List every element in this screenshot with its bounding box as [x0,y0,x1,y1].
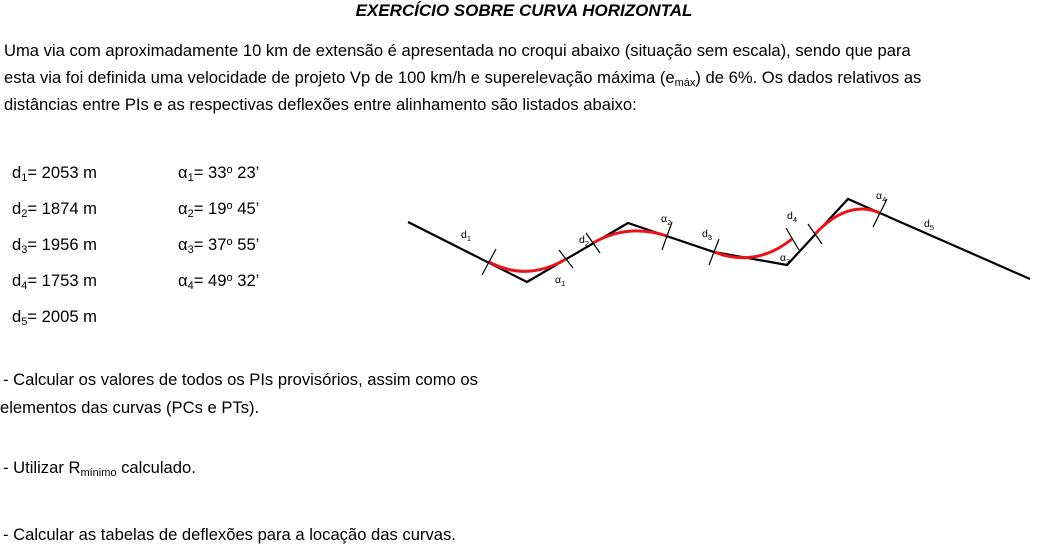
intro-line-2-end: ) de 6%. Os dados relativos as [695,68,922,87]
svg-text:d2: $d_2$ [579,234,590,248]
task-3: - Calcular as tabelas de deflexões para a locação das curvas. [3,525,456,544]
svg-text:d3: $d_3$ [702,228,713,242]
deflection-item: $\alpha_3= 37^o$ 55’ [178,235,260,256]
alpha4-label: α [876,190,883,202]
intro-line-1: Uma via com aproximadamente 10 km de extensão é apresentada no croqui abaixo (situação sem escala), sendo que para [4,41,911,60]
d3-label: d [702,228,708,240]
d2-label: d [579,234,585,246]
distance-item: $d_3= 1956$ m [12,235,98,256]
pc-pt-ticks [482,199,887,275]
alpha2-label: α [661,213,668,225]
curve-4 [815,209,880,234]
alpha1-label: α [555,274,562,286]
rmin-subscript: mínimo [80,467,117,479]
svg-text:d5: $d_5$ [924,218,935,232]
d4-label: d [787,210,793,222]
d1-label: d [461,229,467,241]
svg-text:d1: $d_1$ [461,229,472,243]
svg-text:α3: $\alpha_3$ [780,252,791,266]
deflection-item: $\alpha_1= 33^o$ 23’ [178,163,260,184]
task-1 [0,366,478,422]
task-2-end: calculado. [116,458,196,477]
page-title: EXERCÍCIO SOBRE CURVA HORIZONTAL [355,1,693,20]
deflection-item: $\alpha_2= 19^o$ 45’ [178,199,260,220]
task-2 [3,454,196,482]
distance-item: $d_5= 2005$ m [12,307,98,328]
alpha3-label: α [780,252,787,264]
svg-text:α4: $\alpha_4$ [876,190,887,204]
task-1-line-1: - Calcular os valores de todos os PIs provisórios, assim como os [3,370,478,389]
distance-item: $d_4= 1753$ m [12,271,98,292]
intro-line-3: distâncias entre PIs e as respectivas deflexões entre alinhamento são listados abaixo: [4,95,637,114]
distance-item: $d_1= 2053$ m [12,163,98,184]
curve-2 [593,231,667,243]
task-1-line-2: elementos das curvas (PCs e PTs). [0,398,260,417]
svg-text:d4: $d_4$ [787,210,798,224]
alpha-labels [555,190,886,288]
d-labels [461,210,934,248]
intro-line-2-start: esta via foi definida uma velocidade de projeto Vp de 100 km/h e superelevação máxima (e [4,68,675,87]
d5-label: d [924,218,930,230]
task-2-start: - Utilizar R [3,458,81,477]
svg-text:α2: $\alpha_2$ [661,213,672,227]
deflection-item: $\alpha_4= 49^o$ 32’ [178,271,260,292]
distance-item: $d_2= 1874$ m [12,199,98,220]
emax-subscript: máx [674,77,696,89]
svg-text:α1: $\alpha_1$ [555,274,566,288]
